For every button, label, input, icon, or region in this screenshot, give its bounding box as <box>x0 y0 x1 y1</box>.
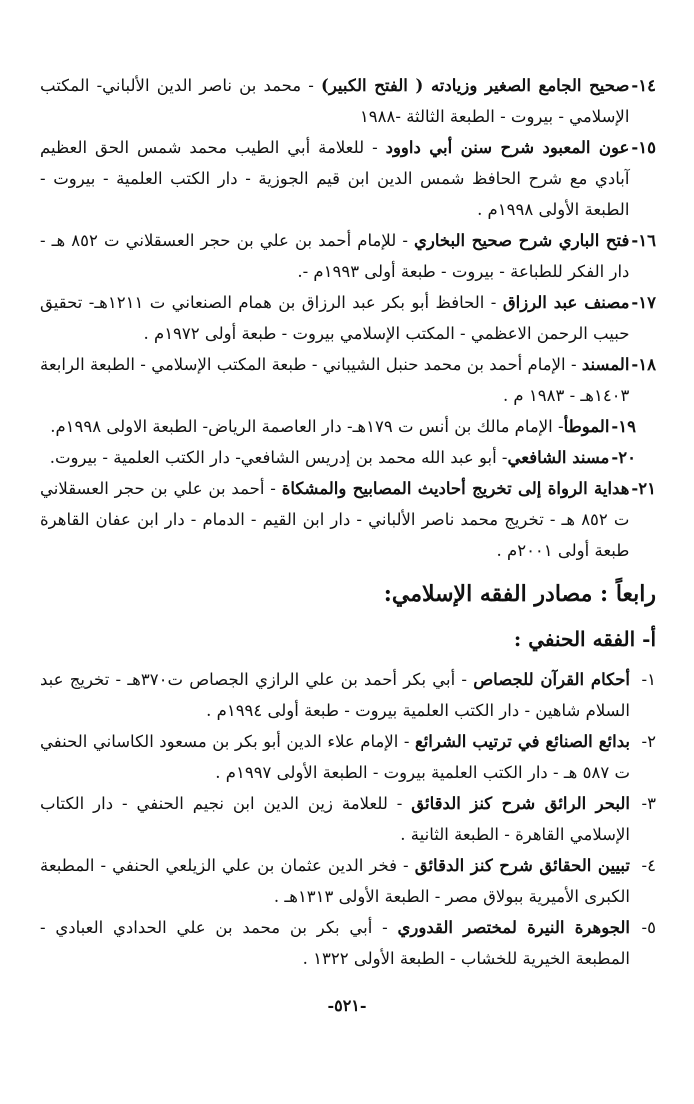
entry-title: عون المعبود شرح سنن أبي داوود <box>385 138 630 157</box>
entry-details: - الإمام أحمد بن محمد حنبل الشيباني - طبعة المكتب الإسلامي - الطبعة الرابعة ١٤٠٣هـ - ١٩٨٣ م . <box>40 355 630 405</box>
entry-details: - للإمام أحمد بن علي بن حجر العسقلاني ت ٨٥٢ هـ - دار الفكر للطباعة - بيروت - طبعة أولى ١٩٩٣م -. <box>40 231 630 281</box>
fiqh-entry-2 <box>40 726 656 788</box>
entry-details: - محمد بن ناصر الدين الألباني- المكتب الإسلامي - بيروت - الطبعة الثالثة -١٩٨٨ <box>40 76 630 126</box>
entry-number: ١٩- <box>611 417 636 436</box>
entry-number: ١٨- <box>631 355 656 374</box>
bib-entry-14 <box>40 70 656 132</box>
bibliography <box>40 70 656 974</box>
entry-details: - للعلامة زين الدين ابن نجيم الحنفي - دار الكتاب الإسلامي القاهرة - الطبعة الثانية . <box>40 794 630 844</box>
fiqh-entry-5 <box>40 912 656 974</box>
bib-entry-17 <box>40 287 656 349</box>
entry-details: - للعلامة أبي الطيب محمد شمس الحق العظيم آبادي مع شرح الحافظ شمس الدين ابن قيم الجوزية - دار الكتب العلمية - بيروت - الطبعة الأولى ١٩٩٨م . <box>40 138 630 219</box>
entry-details: - الإمام علاء الدين أبو بكر بن مسعود الكاساني الحنفي ت ٥٨٧ هـ - دار الكتب العلمية بيروت - الطبعة الأولى ١٩٩٧م . <box>40 732 630 782</box>
entry-title: هداية الرواة إلى تخريج أحاديث المصابيح والمشكاة <box>281 479 630 498</box>
entry-number: ٢- <box>641 732 656 751</box>
fiqh-entry-1 <box>40 664 656 726</box>
entry-details: - أبي بكر بن محمد بن علي الحدادي العبادي - المطبعة الخيرية للخشاب - الطبعة الأولى ١٣٢٢ . <box>40 918 630 968</box>
entry-number: ٤- <box>641 856 656 875</box>
section-heading: رابعاً : مصادر الفقه الإسلامي: <box>383 581 656 607</box>
entry-title: فتح الباري شرح صحيح البخاري <box>413 231 630 250</box>
entry-number: ١٥- <box>631 138 656 157</box>
entry-title: مصنف عبد الرزاق <box>502 293 630 312</box>
entry-title: مسند الشافعي <box>507 448 610 467</box>
fiqh-entry-3 <box>40 788 656 850</box>
bib-entry-21 <box>40 473 656 566</box>
entry-number: ٣- <box>641 794 656 813</box>
entry-number: ٢١- <box>631 479 656 498</box>
entry-title: صحيح الجامع الصغير وزيادته ( الفتح الكبير) <box>321 76 630 95</box>
entry-details: - أبو عبد الله محمد بن إدريس الشافعي- دار الكتب العلمية - بيروت. <box>49 448 508 467</box>
entry-number: ٥- <box>641 918 656 937</box>
entry-details: - أبي بكر أحمد بن علي الرازي الجصاص ت٣٧٠هـ - تخريج عبد السلام شاهين - دار الكتب العلمية بيروت - طبعة أولى ١٩٩٤م . <box>40 670 630 720</box>
bib-entry-15 <box>40 132 656 225</box>
entry-details: - الحافظ أبو بكر عبد الرزاق بن همام الصنعاني ت ١٢١١هـ- تحقيق حبيب الرحمن الاعظمي - المكتب الإسلامي بيروت - طبعة أولى ١٩٧٢م . <box>40 293 630 343</box>
entry-number: ١٤- <box>631 76 656 95</box>
entry-number: ١- <box>641 670 656 689</box>
page-number: -٥٢١- <box>327 996 367 1015</box>
bib-entry-18 <box>40 349 656 411</box>
bib-entry-19 <box>40 411 656 442</box>
entry-number: ١٦- <box>631 231 656 250</box>
bib-entry-16 <box>40 225 656 287</box>
entry-title: أحكام القرآن للجصاص <box>473 670 630 689</box>
bib-entry-20 <box>40 442 656 473</box>
entry-title: الموطأ <box>563 417 610 436</box>
entry-details: - فخر الدين عثمان بن علي الزيلعي الحنفي - المطبعة الكبرى الأميرية ببولاق مصر - الطبعة الأولى ١٣١٣هـ . <box>40 856 630 906</box>
entry-number: ٢٠- <box>611 448 636 467</box>
entry-details: - الإمام مالك بن أنس ت ١٧٩هـ- دار العاصمة الرياض- الطبعة الاولى ١٩٩٨م. <box>50 417 564 436</box>
entry-details: - أحمد بن علي بن حجر العسقلاني ت ٨٥٢ هـ - تخريج محمد ناصر الألباني - دار ابن القيم - الدمام - دار ابن عفان القاهرة طبعة أولى ٢٠٠١م . <box>40 479 630 560</box>
entry-title: بدائع الصنائع في ترتيب الشرائع <box>414 732 630 751</box>
entry-title: المسند <box>581 355 630 374</box>
entry-title: البحر الرائق شرح كنز الدقائق <box>411 794 630 813</box>
entry-title: تبيين الحقائق شرح كنز الدقائق <box>414 856 630 875</box>
subsection-heading: أ- الفقه الحنفي : <box>513 627 656 651</box>
entry-number: ١٧- <box>631 293 656 312</box>
fiqh-entry-4 <box>40 850 656 912</box>
entry-title: الجوهرة النيرة لمختصر القدوري <box>397 918 630 937</box>
